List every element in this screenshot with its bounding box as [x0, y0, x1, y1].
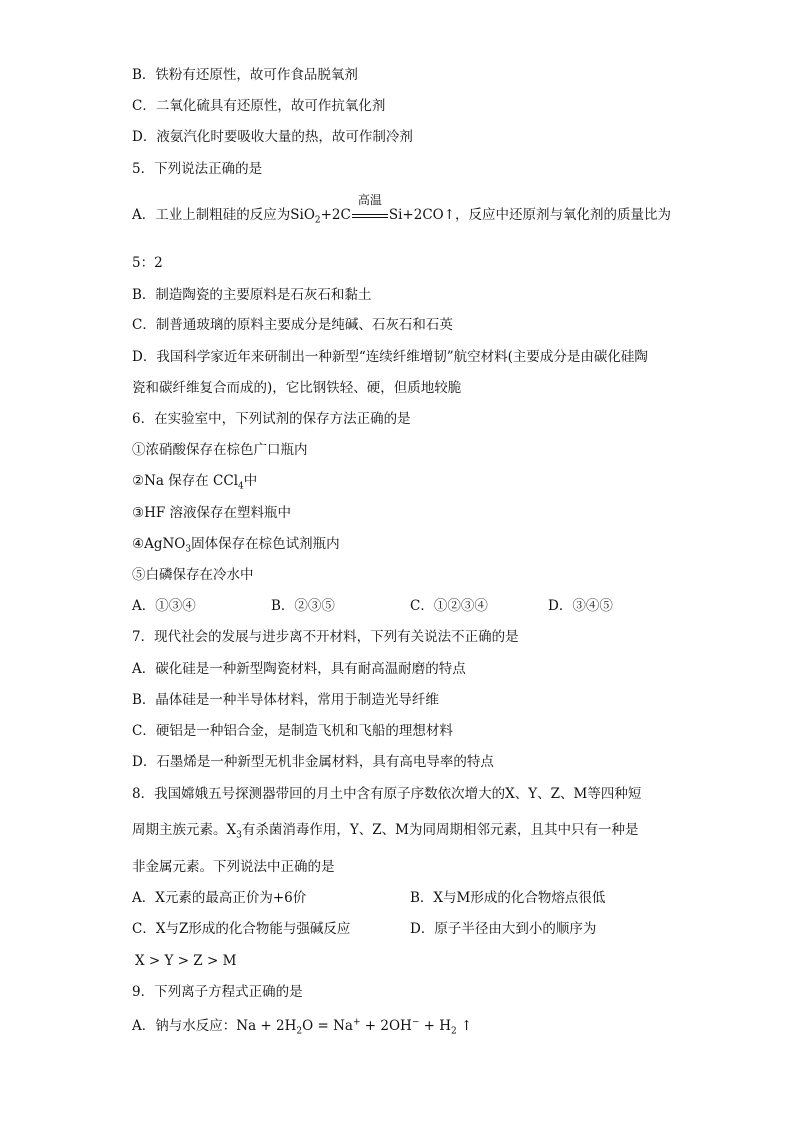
q7-option-c: C．硬铝是一种铝合金，是制造飞机和飞船的理想材料 — [132, 723, 453, 739]
q5a-equals-sign — [352, 214, 388, 218]
q6-option-c: C．①②③④ — [410, 598, 488, 614]
q9a-eq-part3: + 2OH — [360, 1018, 412, 1034]
q6-option-a: A．①③④ — [132, 598, 196, 614]
q6-item-4-text: ④AgNO — [132, 536, 186, 552]
q8-line2-sub: 3 — [236, 830, 242, 841]
q8-line2-suffix: 有杀菌消毒作用，Y、Z、M为同周期相邻元素，且其中只有一种是 — [241, 822, 639, 838]
q4-option-b: B．铁粉有还原性，故可作食品脱氧剂 — [132, 67, 358, 83]
q6-option-d: D．③④⑤ — [548, 598, 613, 614]
q4-option-c: C．二氧化硫具有还原性，故可作抗氧化剂 — [132, 98, 386, 114]
question-8-stem-line3: 非金属元素。下列说法中正确的是 — [132, 859, 335, 875]
q8-option-a: A．X元素的最高正价为+6价 — [132, 890, 307, 906]
q5a-reactant-2: +2C — [320, 207, 351, 223]
q6-item-4-tail: 固体保存在棕色试剂瓶内 — [191, 536, 340, 552]
q6-item-2-tail: 中 — [243, 473, 258, 489]
q7-option-b: B．晶体硅是一种半导体材料，常用于制造光导纤维 — [132, 692, 439, 708]
q9a-eq-part1: Na + 2H — [236, 1018, 297, 1034]
q6-item-2 — [132, 472, 257, 490]
q8-option-d-continued: X > Y > Z > M — [135, 953, 237, 969]
q6-item-1: ①浓硝酸保存在棕色广口瓶内 — [132, 442, 308, 458]
q9a-eq-sub1: 2 — [296, 1026, 303, 1037]
q6-item-3: ③HF 溶液保存在塑料瓶中 — [132, 505, 292, 521]
q6-item-2-text: ②Na 保存在 CCl — [132, 473, 239, 489]
q8-option-b: B．X与M形成的化合物熔点很低 — [410, 890, 606, 906]
q7-option-a: A．碳化硅是一种新型陶瓷材料，具有耐高温耐磨的特点 — [132, 661, 466, 677]
q5-option-b: B．制造陶瓷的主要原料是石灰石和黏土 — [132, 287, 372, 303]
question-9-stem: 9．下列离子方程式正确的是 — [132, 984, 303, 1000]
question-8-stem-line2 — [132, 821, 638, 839]
q6-item-4 — [132, 535, 340, 553]
q6-item-2-sub: 4 — [238, 481, 244, 492]
q5a-condition-arrow — [351, 193, 389, 224]
question-8-stem-line1: 8．我国嫦娥五号探测器带回的月土中含有原子序数依次增大的X、Y、Z、M等四种短 — [132, 786, 642, 802]
q5a-reactant-1-sub: 2 — [314, 215, 321, 226]
q5-option-c: C．制普通玻璃的原料主要成分是纯碱、石灰石和石英 — [132, 317, 453, 333]
question-7-stem: 7．现代社会的发展与进步离不开材料，下列有关说法不正确的是 — [132, 629, 519, 645]
q5-option-a-continued: 5：2 — [132, 255, 163, 271]
question-6-stem: 6．在实验室中，下列试剂的保存方法正确的是 — [132, 411, 411, 427]
q9a-eq-part5: ↑ — [456, 1018, 473, 1034]
q6-item-5: ⑤白磷保存在冷水中 — [132, 567, 254, 583]
q5a-products: Si+2CO↑ — [388, 207, 456, 223]
q5a-condition: 高温 — [357, 193, 382, 207]
q4-option-d: D．液氨汽化时要吸收大量的热，故可作制冷剂 — [132, 129, 413, 145]
q8-line2-prefix: 周期主族元素。 — [132, 822, 227, 838]
q8-option-c: C．X与Z形成的化合物能与强碱反应 — [132, 921, 351, 937]
q9a-eq-part2: O = Na — [302, 1018, 353, 1034]
q5-option-a — [132, 193, 672, 226]
q9a-eq-sub3: 2 — [451, 1026, 457, 1037]
question-5-stem: 5．下列说法正确的是 — [132, 161, 263, 177]
q7-option-d: D．石墨烯是一种新型无机非金属材料，具有高电导率的特点 — [132, 754, 494, 770]
q6-item-4-sub: 3 — [185, 544, 192, 555]
q9a-prefix: A．钠与水反应： — [132, 1018, 237, 1034]
q9a-eq-sup1: + — [352, 1017, 361, 1028]
q5-option-d-line2: 瓷和碳纤维复合而成的)，它比钢铁轻、硬，但质地较脆 — [132, 380, 462, 396]
q8-line2-x: X — [226, 822, 237, 838]
q5a-prefix: A．工业上制粗硅的反应为 — [132, 207, 291, 223]
q8-option-d: D．原子半径由大到小的顺序为 — [410, 921, 597, 937]
q9-option-a — [132, 1017, 472, 1035]
q9a-eq-part4: + H — [419, 1018, 452, 1034]
q5-option-d-line1: D．我国科学家近年来研制出一种新型“连续纤维增韧”航空材料(主要成分是由碳化硅陶 — [132, 349, 648, 365]
q6-option-b: B．②③⑤ — [271, 598, 335, 614]
q5a-suffix: ，反应中还原剂与氧化剂的质量比为 — [455, 207, 672, 223]
q9a-eq-sup2: − — [411, 1017, 420, 1028]
q5a-reactant-1: SiO — [290, 207, 315, 223]
